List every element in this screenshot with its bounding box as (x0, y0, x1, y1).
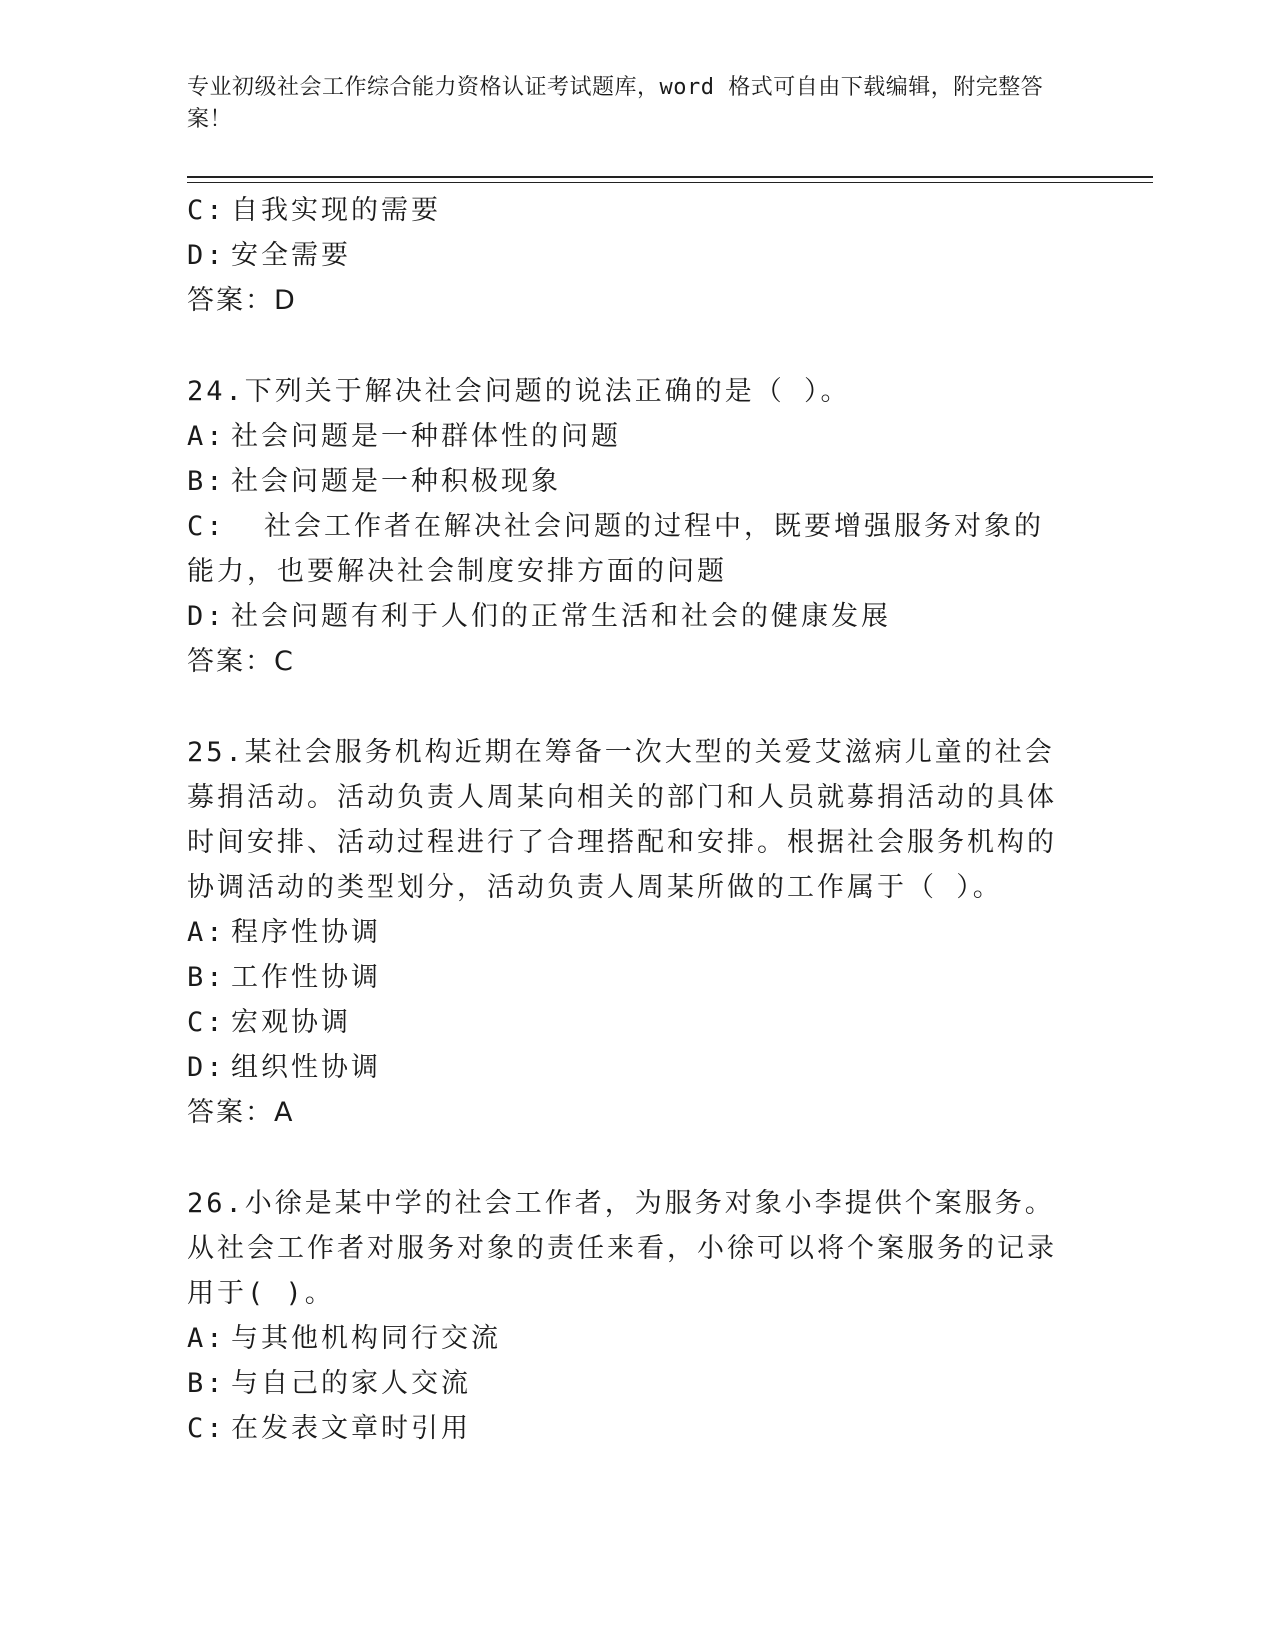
header-rule-thick (187, 176, 1153, 178)
option-a: A: 与其他机构同行交流 (187, 1323, 501, 1354)
question-26 (187, 1181, 1067, 1451)
option-c: C: 在发表文章时引用 (187, 1413, 471, 1444)
option-c: C: 宏观协调 (187, 1007, 351, 1038)
question-23-continued (187, 188, 1067, 323)
option-d: D: 安全需要 (187, 240, 351, 271)
option-a: A: 社会问题是一种群体性的问题 (187, 421, 621, 452)
question-stem: 24.下列关于解决社会问题的说法正确的是（ ）。 (187, 376, 851, 407)
answer: 答案：A (187, 1097, 295, 1128)
answer: 答案：D (187, 285, 297, 316)
page-header: 专业初级社会工作综合能力资格认证考试题库，word 格式可自由下载编辑，附完整答案！ (187, 75, 1044, 132)
question-24 (187, 369, 1067, 684)
option-b: B: 社会问题是一种积极现象 (187, 466, 561, 497)
option-c: C: 社会工作者在解决社会问题的过程中，既要增强服务对象的能力，也要解决社会制度安排方面的问题 (187, 511, 1045, 587)
option-a: A: 程序性协调 (187, 917, 381, 948)
option-d: D: 社会问题有利于人们的正常生活和社会的健康发展 (187, 601, 891, 632)
question-25 (187, 730, 1067, 1135)
option-b: B: 与自己的家人交流 (187, 1368, 471, 1399)
header-rule-thin (187, 182, 1153, 183)
option-c: C: 自我实现的需要 (187, 195, 441, 226)
question-stem: 26.小徐是某中学的社会工作者，为服务对象小李提供个案服务。从社会工作者对服务对象的责任来看，小徐可以将个案服务的记录用于( )。 (187, 1188, 1057, 1309)
answer: 答案：C (187, 646, 295, 677)
question-content (187, 188, 1067, 1451)
option-b: B: 工作性协调 (187, 962, 381, 993)
option-d: D: 组织性协调 (187, 1052, 381, 1083)
question-stem: 25.某社会服务机构近期在筹备一次大型的关爱艾滋病儿童的社会募捐活动。活动负责人周某向相关的部门和人员就募捐活动的具体时间安排、活动过程进行了合理搭配和安排。根据社会服务机构的协调活动的类型划分，活动负责人周某所做的工作属于（ ）。 (187, 737, 1057, 903)
